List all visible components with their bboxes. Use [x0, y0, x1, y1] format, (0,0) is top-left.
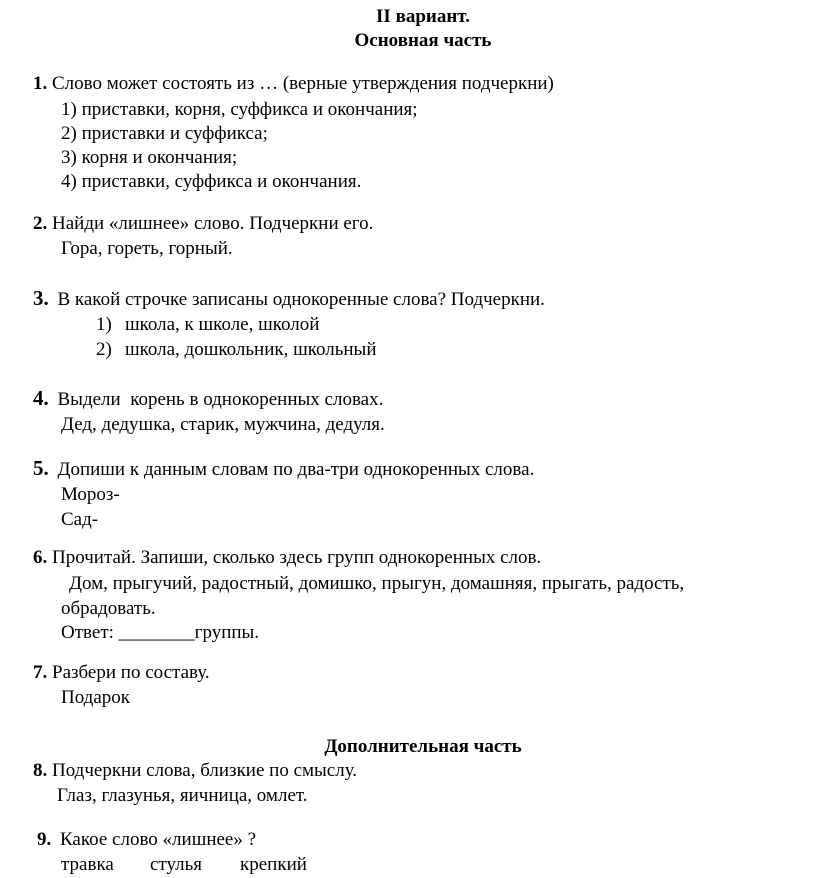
question-number: 5. [33, 456, 49, 480]
extra-part-heading: Дополнительная часть [324, 736, 522, 757]
question-number: 6. [33, 547, 48, 568]
question-number: 9. [37, 829, 52, 850]
question-6 [33, 548, 541, 567]
q9-word-1: травка [61, 854, 114, 875]
question-1 [33, 74, 554, 93]
question-5 [33, 458, 534, 479]
question-text: Выдели корень в однокоренных словах. [57, 389, 384, 410]
question-number: 2. [33, 213, 48, 234]
q3-option-2 [96, 339, 377, 360]
question-7 [33, 663, 210, 682]
question-4 [33, 388, 383, 409]
question-text: Прочитай. Запиши, сколько здесь групп однокоренных слов. [52, 547, 542, 568]
question-8 [33, 761, 357, 780]
q2-words: Гора, гореть, горный. [61, 238, 233, 259]
q1-option-1: 1) приставки, корня, суффикса и окончания; [61, 99, 418, 120]
question-number: 7. [33, 662, 48, 683]
question-3 [33, 288, 545, 309]
question-text: Допиши к данным словам по два-три однокоренных слова. [57, 459, 535, 480]
question-2 [33, 214, 373, 233]
q6-words-line-2: обрадовать. [61, 598, 156, 619]
question-text: Какое слово «лишнее» ? [60, 829, 257, 850]
variant-title: II вариант. [376, 6, 470, 27]
q5-word-1: Мороз- [61, 484, 120, 505]
question-9 [37, 830, 256, 849]
main-part-heading: Основная часть [354, 30, 492, 51]
option-text: школа, к школе, школой [125, 314, 320, 335]
question-text: Разбери по составу. [52, 662, 210, 683]
question-text: Найди «лишнее» слово. Подчеркни его. [52, 213, 374, 234]
question-number: 8. [33, 760, 48, 781]
question-number: 3. [33, 286, 49, 310]
q3-option-1 [96, 314, 320, 335]
q4-words: Дед, дедушка, старик, мужчина, дедуля. [61, 414, 385, 435]
q6-answer: Ответ: ________группы. [61, 622, 260, 643]
q8-words: Глаз, глазунья, яичница, омлет. [57, 785, 308, 806]
question-text: Слово может состоять из … (верные утверждения подчеркни) [52, 73, 554, 94]
q9-word-2: стулья [150, 854, 203, 875]
q1-option-4: 4) приставки, суффикса и окончания. [61, 171, 362, 192]
option-marker: 1) [96, 314, 112, 335]
question-text: Подчеркни слова, близкие по смыслу. [52, 760, 358, 781]
question-text: В какой строчке записаны однокоренные слова? Подчеркни. [57, 289, 545, 310]
option-text: школа, дошкольник, школьный [125, 339, 377, 360]
option-marker: 2) [96, 339, 112, 360]
q6-words-line-1: Дом, прыгучий, радостный, домишко, прыгун, домашняя, прыгать, радость, [69, 573, 685, 594]
q7-word: Подарок [61, 687, 131, 708]
q9-word-3: крепкий [240, 854, 307, 875]
question-number: 1. [33, 73, 48, 94]
q1-option-2: 2) приставки и суффикса; [61, 123, 268, 144]
q5-word-2: Сад- [61, 509, 99, 530]
q1-option-3: 3) корня и окончания; [61, 147, 238, 168]
question-number: 4. [33, 386, 49, 410]
